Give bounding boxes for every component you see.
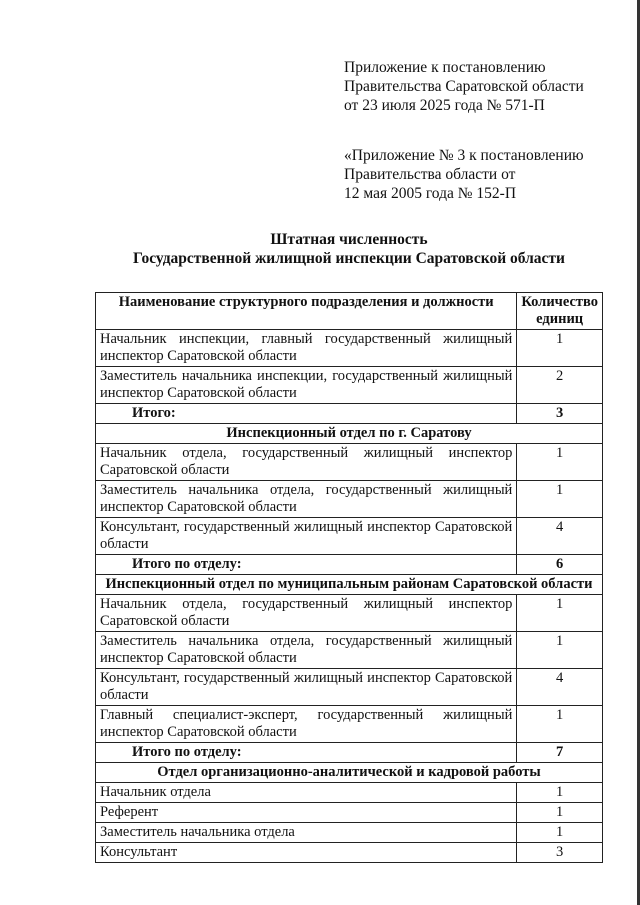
total-label: Итого по отделу:	[96, 555, 517, 575]
position-quantity: 3	[517, 843, 603, 863]
position-quantity: 1	[517, 595, 603, 632]
position-name: Заместитель начальника отдела, государственный жилищный инспектор Саратовской области	[96, 632, 517, 669]
header-name: Наименование структурного подразделения и должности	[96, 293, 517, 330]
position-name: Заместитель начальника отдела	[96, 823, 517, 843]
table-row	[96, 330, 603, 367]
position-name: Консультант, государственный жилищный инспектор Саратовской области	[96, 669, 517, 706]
position-quantity: 4	[517, 669, 603, 706]
annex-original-line: 12 мая 2005 года № 152-П	[344, 185, 517, 202]
position-name: Заместитель начальника инспекции, государственный жилищный инспектор Саратовской области	[96, 367, 517, 404]
annex-current-line: Приложение к постановлению	[344, 59, 546, 76]
position-quantity: 1	[517, 706, 603, 743]
table-header-row	[96, 293, 603, 330]
position-name: Начальник отдела, государственный жилищный инспектор Саратовской области	[96, 444, 517, 481]
total-quantity: 3	[517, 404, 603, 424]
section-row	[96, 424, 603, 444]
position-quantity: 2	[517, 367, 603, 404]
total-label: Итого по отделу:	[96, 743, 517, 763]
annex-original-line: «Приложение № 3 к постановлению	[344, 147, 584, 164]
section-title: Отдел организационно-аналитической и кадровой работы	[96, 763, 603, 783]
position-quantity: 1	[517, 444, 603, 481]
annex-current-resolution	[344, 58, 584, 115]
table-row	[96, 843, 603, 863]
table-row	[96, 367, 603, 404]
position-name: Начальник инспекции, главный государственный жилищный инспектор Саратовской области	[96, 330, 517, 367]
position-name: Начальник отдела, государственный жилищный инспектор Саратовской области	[96, 595, 517, 632]
table-row	[96, 481, 603, 518]
section-title: Инспекционный отдел по муниципальным районам Саратовской области	[96, 575, 603, 595]
position-quantity: 1	[517, 803, 603, 823]
total-quantity: 7	[517, 743, 603, 763]
position-quantity: 1	[517, 823, 603, 843]
table-row	[96, 823, 603, 843]
table-row	[96, 783, 603, 803]
title-line-1: Штатная численность	[270, 231, 428, 248]
total-row	[96, 555, 603, 575]
position-quantity: 1	[517, 783, 603, 803]
annex-original-resolution	[344, 146, 584, 203]
table-row	[96, 803, 603, 823]
document-title	[95, 230, 603, 268]
position-name: Референт	[96, 803, 517, 823]
position-quantity: 1	[517, 632, 603, 669]
table-row	[96, 595, 603, 632]
position-name: Консультант, государственный жилищный инспектор Саратовской области	[96, 518, 517, 555]
table-row	[96, 632, 603, 669]
total-quantity: 6	[517, 555, 603, 575]
annex-current-line: Правительства Саратовской области	[344, 78, 584, 95]
table-row	[96, 444, 603, 481]
section-title: Инспекционный отдел по г. Саратову	[96, 424, 603, 444]
position-name: Заместитель начальника отдела, государственный жилищный инспектор Саратовской области	[96, 481, 517, 518]
section-row	[96, 575, 603, 595]
position-name: Главный специалист-эксперт, государственный жилищный инспектор Саратовской области	[96, 706, 517, 743]
total-row	[96, 404, 603, 424]
table-body	[96, 330, 603, 863]
total-label: Итого:	[96, 404, 517, 424]
header-qty: Количество единиц	[517, 293, 603, 330]
annex-current-line: от 23 июля 2025 года № 571-П	[344, 97, 545, 114]
position-name: Консультант	[96, 843, 517, 863]
total-row	[96, 743, 603, 763]
section-row	[96, 763, 603, 783]
position-name: Начальник отдела	[96, 783, 517, 803]
annex-original-line: Правительства области от	[344, 166, 516, 183]
table-row	[96, 706, 603, 743]
staffing-table	[95, 292, 603, 863]
position-quantity: 4	[517, 518, 603, 555]
position-quantity: 1	[517, 330, 603, 367]
position-quantity: 1	[517, 481, 603, 518]
table-row	[96, 518, 603, 555]
table-row	[96, 669, 603, 706]
title-line-2: Государственной жилищной инспекции Саратовской области	[133, 250, 565, 267]
